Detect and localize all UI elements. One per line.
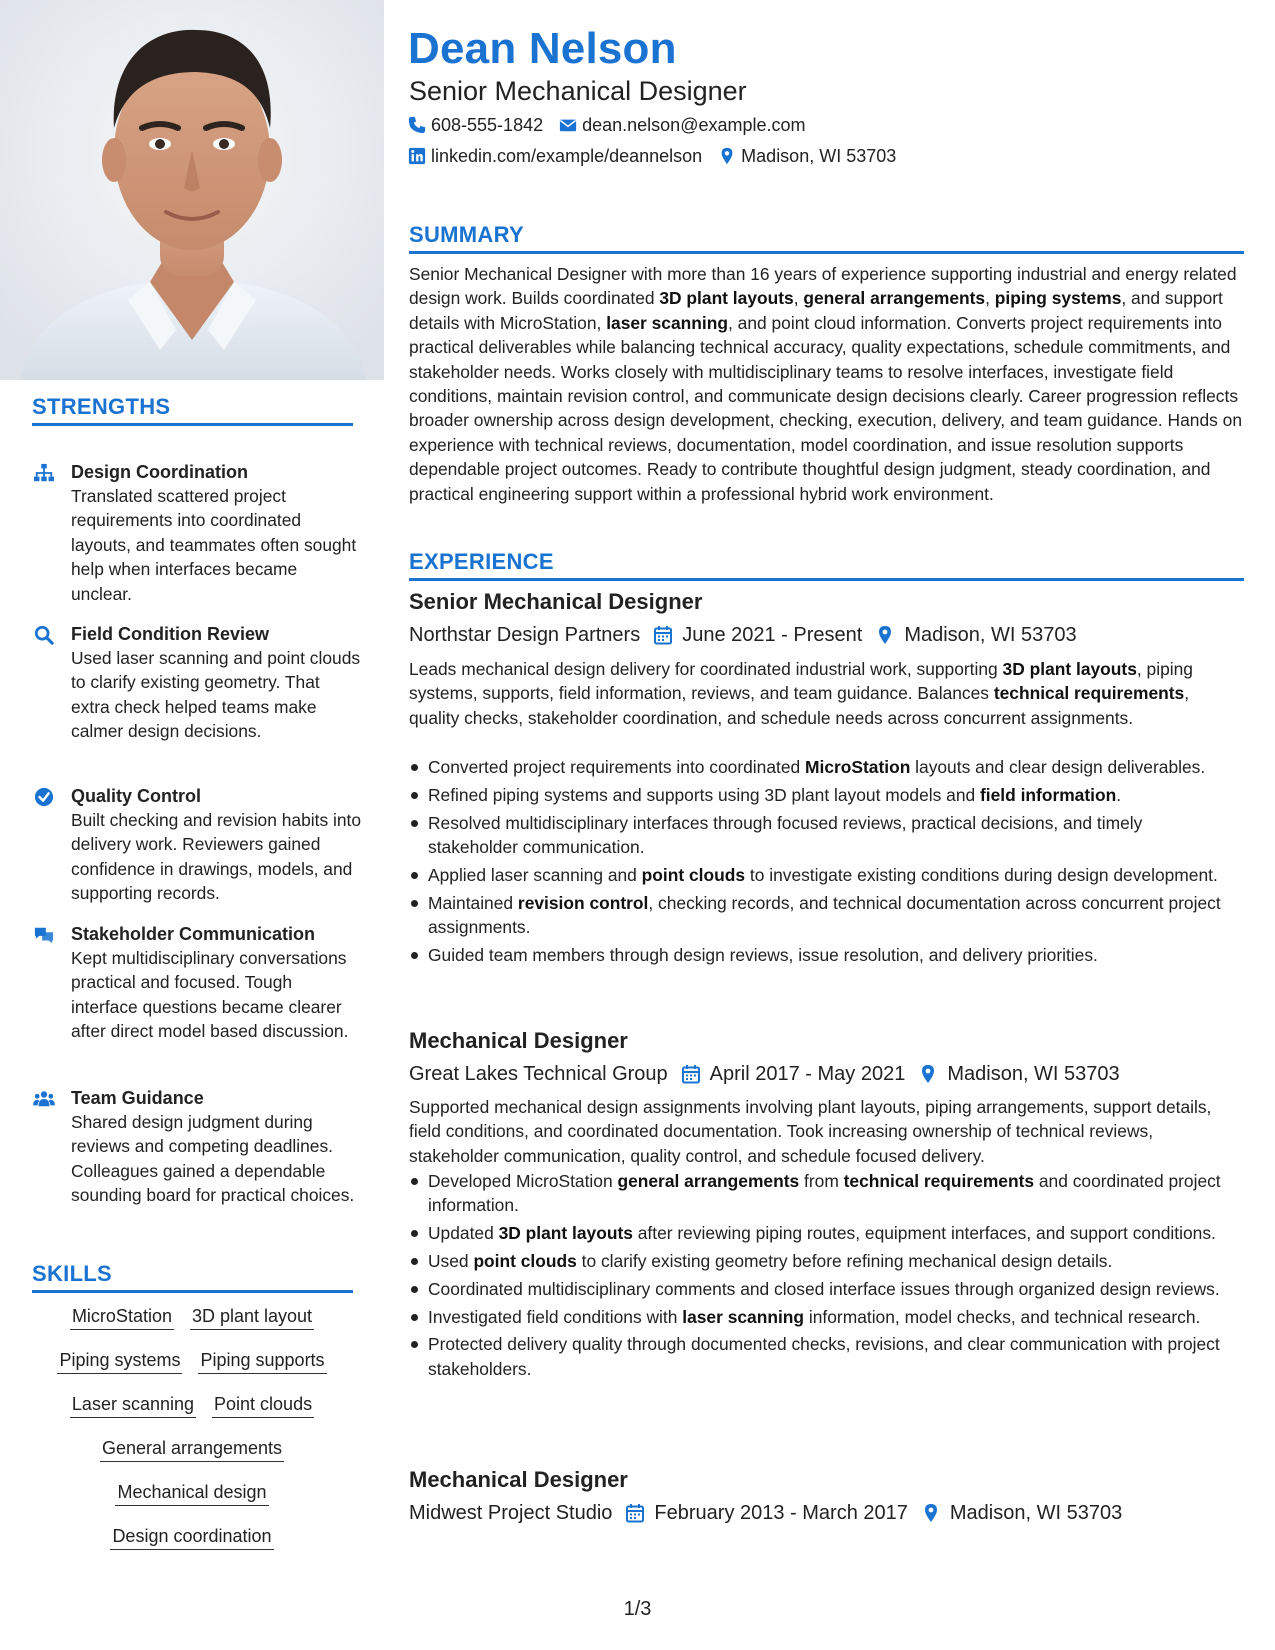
contact-row [408,113,822,137]
experience-heading: EXPERIENCE [409,549,554,574]
skills-row [32,1481,352,1506]
strength-title: Quality Control [71,786,201,806]
strength-item [32,460,362,606]
list-item: Coordinated multidisciplinary comments and closed interface issues through organized design reviews. [409,1277,1224,1301]
job-title: Mechanical Designer [409,1028,628,1053]
summary-paragraph: Senior Mechanical Designer with more than 16 years of experience supporting industrial and energy related design work. Builds coordinated 3D plant layouts, general arrangements, piping systems, and support details with MicroStation, laser scanning, and point cloud information. Converts project requirements into practical deliverables while balancing technical accuracy, quality expectations, schedule commitments, and stakeholder needs. Works closely with multidisciplinary teams to resolve interfaces, investigate field conditions, maintain revision control, and communicate design decisions clearly. Career progression reflects broader ownership across design development, checking, execution, delivery, and team guidance. Hands on experience with technical reviews, documentation, model coordination, and issue resolution supports dependable project outcomes. Ready to contribute thoughtful design judgment, steady coordination, and practical engineering support within a professional hybrid work environment. [409,264,1242,504]
skill-tag: Mechanical design [115,1481,268,1506]
strengths-divider [32,423,353,426]
strength-title: Team Guidance [71,1088,204,1108]
list-item: Guided team members through design reviews, issue resolution, and delivery priorities. [409,943,1224,967]
skills-heading: SKILLS [32,1261,113,1286]
email-contact[interactable] [559,113,805,137]
skill-tag: Point clouds [212,1393,314,1418]
linkedin-contact[interactable] [408,144,702,168]
job-bullets [409,1169,1224,1385]
sidebar [0,0,384,1650]
job-title: Mechanical Designer [409,1467,628,1492]
job-location: Madison, WI 53703 [949,1502,1123,1524]
calendar-icon [624,1502,646,1524]
job-meta [409,1061,1120,1087]
company-name: Great Lakes Technical Group [409,1063,668,1085]
list-item: Applied laser scanning and point clouds to investigate existing conditions during design development. [409,863,1224,887]
page-number: 1/3 [623,1598,652,1620]
job-description: Leads mechanical design delivery for coordinated industrial work, supporting 3D plant layouts, piping systems, supports, field information, reviews, and team guidance. Balances technical requirements, quality checks, stakeholder coordination, and schedule needs across concurrent assignments. [409,659,1193,728]
job-description: Supported mechanical design assignments involving plant layouts, piping arrangements, support details, field conditions, and coordinated documentation. Took increasing ownership of technical reviews, stakeholder communication, quality control, and schedule focused delivery. [409,1097,1212,1166]
skills-row [32,1525,352,1550]
job-dates: June 2021 - Present [682,624,863,646]
skills-row [32,1393,352,1418]
company-name: Midwest Project Studio [409,1502,613,1524]
skill-tag: General arrangements [100,1437,284,1462]
envelope-icon [559,116,577,134]
job-meta [409,622,1077,648]
strength-text: Used laser scanning and point clouds to clarify existing geometry. That extra check helped teams make calmer design decisions. [71,648,361,742]
job-dates: April 2017 - May 2021 [709,1063,906,1085]
list-item: Developed MicroStation general arrangements from technical requirements and coordinated project information. [409,1169,1224,1218]
linkedin-text: linkedin.com/example/deannelson [431,146,703,166]
strength-text: Translated scattered project requirements into coordinated layouts, and teammates often sought help when interfaces became unclear. [71,486,357,604]
skill-tag: Piping systems [57,1349,182,1374]
summary-divider [409,251,1244,254]
location-text: Madison, WI 53703 [741,146,897,166]
list-item: Maintained revision control, checking records, and technical documentation across concurrent project assignments. [409,891,1224,940]
team-icon [32,1088,56,1110]
list-item: Investigated field conditions with laser scanning information, model checks, and technical research. [409,1305,1224,1329]
experience-divider [409,578,1244,581]
phone-icon [408,116,426,134]
portrait-image [0,0,384,380]
sitemap-icon [32,462,56,484]
skill-tag: MicroStation [70,1305,174,1330]
skills-row [32,1437,352,1462]
job-meta [409,1500,1122,1526]
strength-item [32,1086,362,1208]
calendar-icon [680,1063,702,1085]
skills-divider [32,1290,353,1293]
phone-text: 608-555-1842 [431,115,544,135]
list-item: Resolved multidisciplinary interfaces through focused reviews, practical decisions, and timely stakeholder communication. [409,811,1224,860]
company-name: Northstar Design Partners [409,624,641,646]
list-item: Refined piping systems and supports using 3D plant layout models and field information. [409,783,1224,807]
skill-tag: 3D plant layout [190,1305,314,1330]
map-pin-icon [874,624,896,646]
chat-bubbles-icon [32,924,56,946]
strength-title: Field Condition Review [71,624,270,644]
map-pin-icon [920,1502,942,1524]
candidate-title: Senior Mechanical Designer [409,76,747,106]
strength-item [32,622,362,744]
summary-heading: SUMMARY [409,222,524,247]
strength-title: Stakeholder Communication [71,924,316,944]
contact-row [408,144,912,168]
phone-contact[interactable] [408,113,543,137]
job-bullets [409,755,1224,971]
calendar-icon [652,624,674,646]
skill-tag: Laser scanning [70,1393,196,1418]
email-text: dean.nelson@example.com [582,115,806,135]
list-item: Used point clouds to clarify existing geometry before refining mechanical design details. [409,1249,1224,1273]
job-location: Madison, WI 53703 [904,624,1077,646]
skill-tag: Design coordination [110,1525,273,1550]
strength-text: Kept multidisciplinary conversations practical and focused. Tough interface questions became clearer after direct model based discussion. [71,948,349,1042]
linkedin-icon [408,147,426,165]
skill-tag: Piping supports [198,1349,326,1374]
strengths-heading: STRENGTHS [32,394,171,419]
list-item: Updated 3D plant layouts after reviewing piping routes, equipment interfaces, and support conditions. [409,1221,1224,1245]
magnifier-icon [32,624,56,646]
strength-text: Built checking and revision habits into delivery work. Reviewers gained confidence in drawings, models, and supporting records. [71,810,362,904]
strength-text: Shared design judgment during reviews and competing deadlines. Colleagues gained a dependable sounding board for practical choices. [71,1112,355,1206]
strength-title: Design Coordination [71,462,248,482]
map-pin-icon [917,1063,939,1085]
job-dates: February 2013 - March 2017 [654,1502,908,1524]
job-location: Madison, WI 53703 [947,1063,1120,1085]
candidate-name: Dean Nelson [408,24,677,73]
skills-row [32,1305,352,1330]
skills-list [32,1305,352,1569]
job-title: Senior Mechanical Designer [409,589,703,614]
strength-item [32,922,362,1044]
map-pin-icon [718,147,736,165]
skills-row [32,1349,352,1374]
profile-photo [0,0,384,380]
list-item: Protected delivery quality through documented checks, revisions, and clear communication with project stakeholders. [409,1332,1224,1381]
check-badge-icon [32,786,56,808]
strength-item [32,784,362,906]
location-contact [718,144,896,168]
list-item: Converted project requirements into coordinated MicroStation layouts and clear design deliverables. [409,755,1224,779]
